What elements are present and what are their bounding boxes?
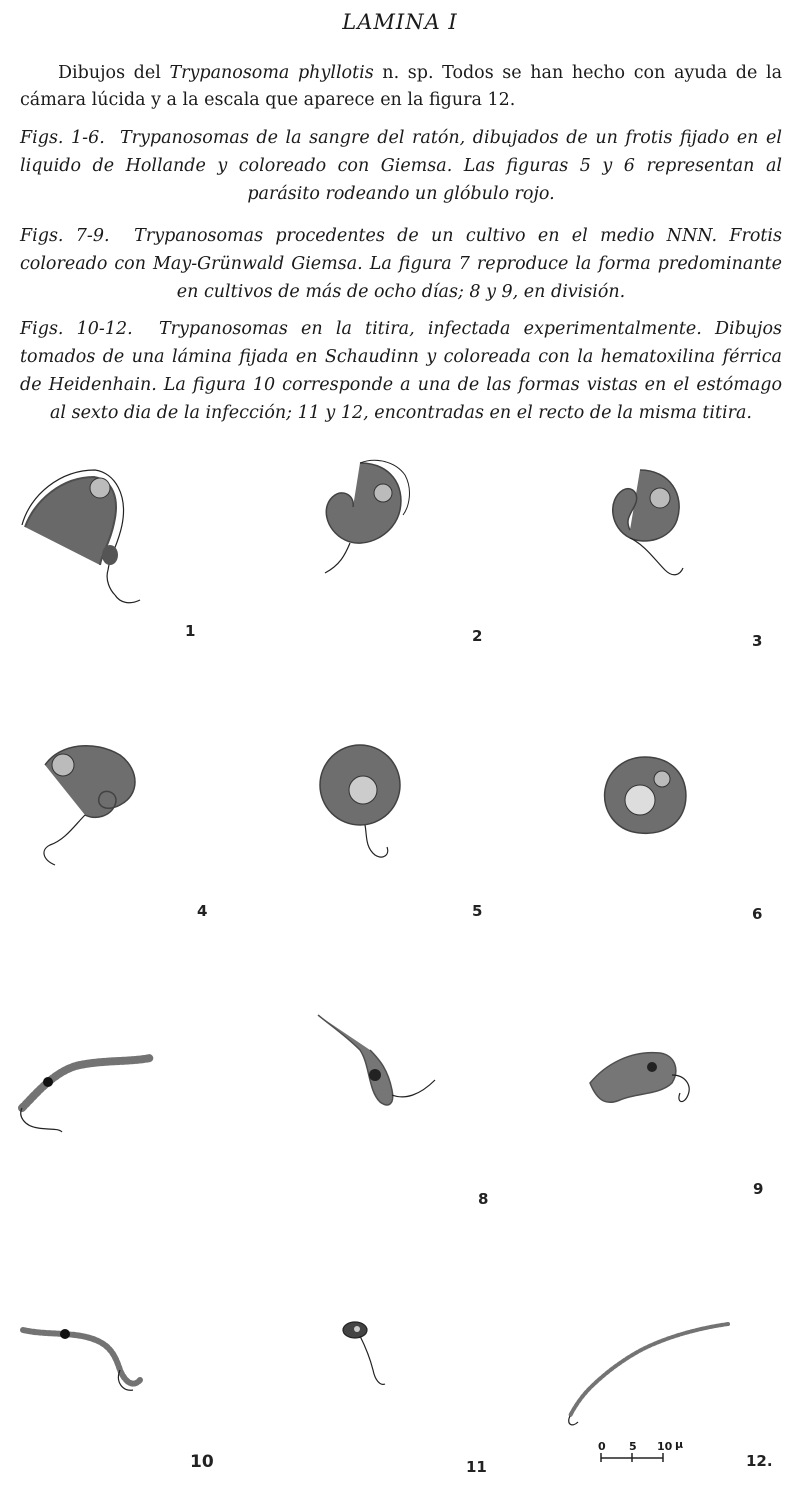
scale-tick-5: 5 [629,1440,637,1453]
scale-tick-10: 10 [657,1440,673,1453]
scale-tick-0: 0 [598,1440,606,1453]
figure-number-9: 9 [753,1180,764,1198]
caption-figs-10-12 [20,315,782,427]
trypanosoma-figure-5 [305,735,415,865]
intro-after: n. sp. Todos se han hecho con ayuda de la cámara lúcida y a la escala que aparece en la figura 12. [20,63,782,110]
caption-text: Trypanosomas procedentes de un cultivo en el medio NNN. Frotis coloreado con May-Grünwald Giemsa. La figura 7 reproduce la forma predominante en cultivos de más de ocho días; 8 y 9, en división. [20,226,783,302]
trypanosoma-figure-7 [10,1050,160,1140]
species-name: Trypanosoma phyllotis [169,63,374,83]
figure-number-10: 10 [190,1452,214,1472]
plate-title: LAMINA I [342,10,458,34]
figure-number-6: 6 [752,905,763,923]
caption-text: Trypanosomas en la titira, infectada experimentalmente. Dibujos tomados de una lámina fijada en Schaudinn y coloreada con la hematoxilina férrica de Heidenhain. La figura 10 corresponde a una de las formas vistas en el estómago al sexto dia de la infección; 11 y 12, encontradas en el recto de la misma titira. [20,319,782,423]
figure-number-3: 3 [752,632,763,650]
caption-figs-7-9 [20,222,782,306]
trypanosoma-figure-11 [335,1318,395,1398]
caption-text: Trypanosomas de la sangre del ratón, dibujados de un frotis fijado en el liquido de Hollande y coloreado con Giemsa. Las figuras 5 y 6 representan al parásito rodeando un glóbulo rojo. [20,128,782,204]
scale-bar [595,1440,695,1470]
figure-number-1: 1 [185,622,196,640]
trypanosoma-figure-12 [560,1318,735,1428]
figure-number-12: 12. [746,1452,773,1470]
caption-lead: Figs. 1-6. [20,128,105,148]
trypanosoma-figure-1 [10,455,150,605]
trypanosoma-figure-10 [15,1320,145,1400]
caption-figs-1-6 [20,124,782,208]
scale-unit: μ [675,1438,684,1451]
figure-number-8: 8 [478,1190,489,1208]
figure-number-2: 2 [472,627,483,645]
trypanosoma-figure-9 [580,1045,710,1125]
plate-intro [20,60,782,114]
figure-number-4: 4 [197,902,208,920]
caption-lead: Figs. 10-12. [20,319,133,339]
trypanosoma-figure-2 [305,455,415,585]
figure-number-5: 5 [472,902,483,920]
trypanosoma-figure-4 [25,735,155,875]
caption-lead: Figs. 7-9. [20,226,110,246]
figure-number-11: 11 [466,1458,487,1476]
trypanosoma-figure-3 [585,460,695,590]
trypanosoma-figure-8 [310,1010,450,1120]
trypanosoma-figure-6 [590,745,700,855]
intro-before: Dibujos del [58,63,170,83]
